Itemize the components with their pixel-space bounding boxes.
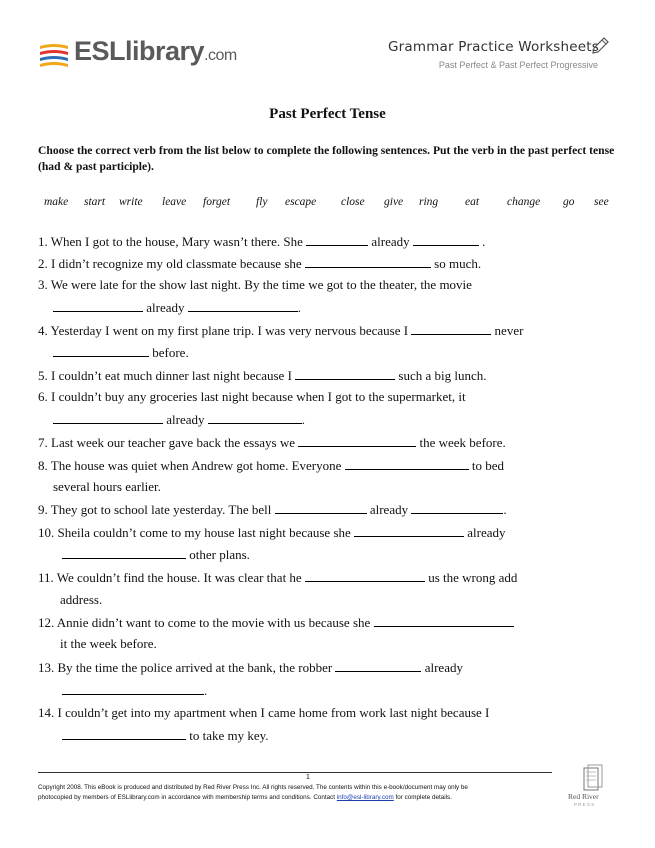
instructions: Choose the correct verb from the list below to complete the following sentences. Put the verb in the past perfect tense (had & past participle). [38, 144, 615, 173]
verb-word: escape [285, 196, 317, 208]
verb-word: write [119, 196, 143, 208]
sentence-12: 12. Annie didn’t want to come to the movie with us because she [38, 614, 514, 631]
pencil-icon [591, 34, 611, 54]
logo-wordmark: ESLlibrary.com [74, 36, 237, 66]
verb-word: go [563, 196, 575, 208]
series-subtitle: Past Perfect & Past Perfect Progressive [438, 60, 598, 70]
answer-blank[interactable] [62, 727, 186, 740]
answer-blank[interactable] [295, 367, 395, 380]
answer-blank[interactable] [345, 457, 469, 470]
sentence-4: 4. Yesterday I went on my first plane trip. I was very nervous because I never [38, 323, 524, 338]
publisher-subtitle: P R E S S [574, 802, 595, 807]
copyright-notice: Copyright 2008. This eBook is produced and distributed by Red River Press Inc. All rights reserved. The contents within this e-book/document may only be photocopied by members of ESLlibrary.com in accordance with membership terms and conditions. Contact info@esl-library.com for complete details. [38, 784, 468, 801]
contact-email-link[interactable]: info@esl-library.com [336, 794, 394, 801]
verb-word: see [594, 196, 609, 208]
verb-word: give [384, 196, 404, 208]
sentence-7: 7. Last week our teacher gave back the essays we the week before. [38, 435, 506, 450]
sentence-3-cont: already . [53, 299, 301, 316]
answer-blank[interactable] [53, 411, 163, 424]
publisher-name: Red River [568, 792, 599, 801]
verb-word: close [341, 196, 365, 208]
sentence-12-cont: it the week before. [60, 636, 157, 651]
answer-blank[interactable] [411, 501, 503, 514]
answer-blank[interactable] [305, 255, 431, 268]
verb-word: change [507, 196, 541, 208]
answer-blank[interactable] [411, 322, 491, 335]
sentence-11-cont: address. [60, 592, 103, 607]
series-title: Grammar Practice Worksheets [387, 39, 599, 55]
answer-blank[interactable] [208, 411, 302, 424]
sentence-10: 10. Sheila couldn’t come to my house last night because she already [38, 525, 506, 540]
sentence-10-cont: other plans. [62, 546, 250, 563]
verb-word: start [84, 196, 106, 208]
answer-blank[interactable] [275, 501, 367, 514]
answer-blank[interactable] [306, 233, 368, 246]
sentence-6-cont: already . [53, 411, 305, 428]
answer-blank[interactable] [413, 233, 479, 246]
sentence-14: 14. I couldn’t get into my apartment when I came home from work last night because I [38, 705, 490, 720]
book-stack-icon [38, 40, 70, 70]
sentence-8: 8. The house was quiet when Andrew got home. Everyone to bed [38, 458, 505, 473]
answer-blank[interactable] [62, 546, 186, 559]
answer-blank[interactable] [188, 299, 298, 312]
verb-word: forget [203, 196, 231, 208]
sentence-2: 2. I didn’t recognize my old classmate because she so much. [38, 256, 482, 271]
sentence-9: 9. They got to school late yesterday. The bell already . [38, 502, 507, 517]
answer-blank[interactable] [53, 299, 143, 312]
footer-divider [38, 772, 552, 773]
verb-word: make [44, 196, 69, 208]
sentence-14-cont: to take my key. [62, 727, 269, 744]
sentence-11: 11. We couldn’t find the house. It was clear that he us the wrong add [38, 570, 518, 585]
sentence-13-cont: . [62, 682, 207, 699]
sentence-6: 6. I couldn’t buy any groceries last night because when I got to the supermarket, it [38, 389, 466, 404]
worksheet-title: Past Perfect Tense [269, 106, 386, 122]
sentence-1: 1. When I got to the house, Mary wasn’t there. She already . [38, 234, 486, 249]
sentence-8-cont: several hours earlier. [53, 479, 161, 494]
answer-blank[interactable] [298, 434, 416, 447]
sentence-3: 3. We were late for the show last night. By the time we got to the theater, the movie [38, 277, 472, 292]
verb-word: ring [419, 196, 439, 208]
sentence-4-cont: before. [53, 344, 189, 361]
page-number: 1 [306, 774, 310, 781]
answer-blank[interactable] [62, 682, 204, 695]
answer-blank[interactable] [354, 524, 464, 537]
answer-blank[interactable] [53, 344, 149, 357]
sentence-5: 5. I couldn’t eat much dinner last night because I such a big lunch. [38, 368, 487, 383]
answer-blank[interactable] [335, 659, 421, 672]
verb-word: fly [256, 196, 268, 208]
answer-blank[interactable] [305, 569, 425, 582]
answer-blank[interactable] [374, 614, 514, 627]
sentence-13: 13. By the time the police arrived at the bank, the robber already [38, 660, 463, 675]
verb-word: eat [465, 196, 480, 208]
verb-word: leave [162, 196, 187, 208]
